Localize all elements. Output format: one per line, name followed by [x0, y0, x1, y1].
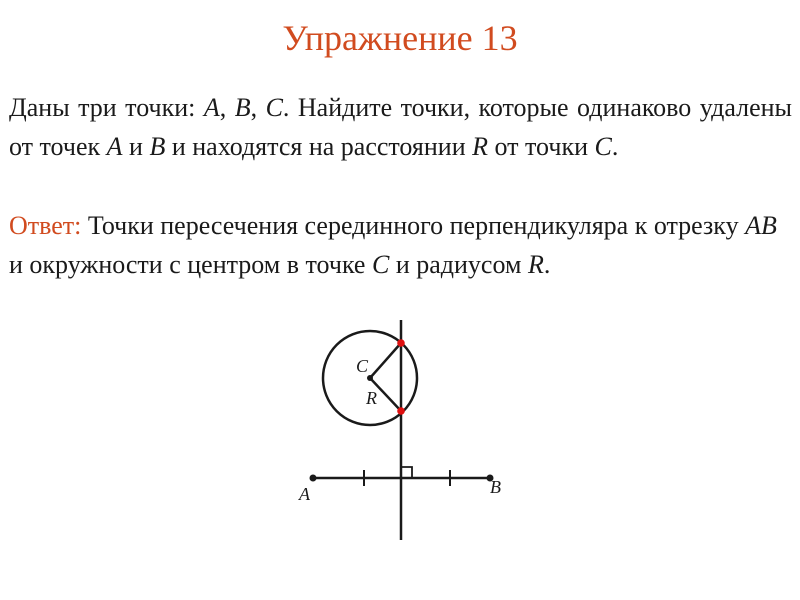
slide-title: Упражнение 13: [282, 18, 518, 58]
intersection-point-upper: [397, 339, 405, 347]
radius-to-upper-point: [370, 343, 401, 378]
label-b: B: [490, 477, 501, 497]
label-r: R: [366, 388, 377, 408]
right-angle-marker: [401, 467, 412, 478]
answer-text: Ответ: Точки пересечения серединного перпендикуляра к отрезку AB и окружности с центром в точке C и радиусом R.: [9, 211, 777, 279]
point-a: [310, 475, 317, 482]
answer-label: Ответ:: [9, 211, 82, 240]
geometry-svg: [280, 315, 520, 545]
geometry-figure: [280, 315, 520, 545]
label-c: C: [356, 356, 369, 376]
problem-text: Даны три точки: A, B, C. Найдите точки, которые одинаково удалены от точек A и B и находятся на расстоянии R от точки C.: [9, 93, 792, 161]
intersection-point-lower: [397, 407, 405, 415]
label-a: A: [299, 484, 310, 504]
